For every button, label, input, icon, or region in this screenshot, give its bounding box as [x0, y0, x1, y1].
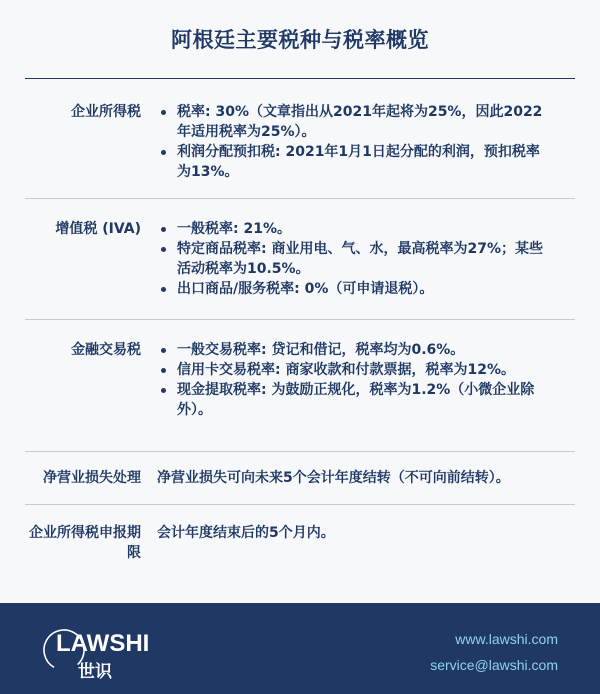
table-row-corporate-income-tax [25, 88, 575, 199]
footer [0, 603, 600, 694]
list-item: 信用卡交易税率: 商家收款和付款票据，税率为12%。 [177, 360, 575, 380]
lawshi-logo [42, 619, 182, 683]
bullet-list [157, 340, 575, 420]
row-content: 会计年度结束后的5个月内。 [157, 525, 335, 541]
website-link[interactable]: www.lawshi.com [455, 631, 558, 647]
logo-subtitle: 世识 [78, 662, 112, 682]
page-title: 阿根廷主要税种与税率概览 [171, 28, 429, 52]
list-item: 一般税率: 21%。 [177, 219, 575, 239]
table-row-filing-deadline [25, 505, 575, 585]
row-label: 企业所得税 [71, 104, 141, 120]
list-item: 一般交易税率: 贷记和借记，税率均为0.6%。 [177, 340, 575, 360]
bullet-list [157, 219, 575, 299]
row-label: 增值税 (IVA) [55, 221, 141, 237]
row-content [143, 340, 575, 420]
tax-table [25, 88, 575, 585]
row-label: 净营业损失处理 [43, 470, 141, 486]
table-row-net-operating-loss [25, 452, 575, 505]
title-divider [25, 78, 575, 79]
list-item: 税率: 30%（文章指出从2021年起将为25%，因此2022年适用税率为25%）。 [177, 102, 575, 142]
table-row-vat [25, 199, 575, 320]
logo-wordmark: LAWSHI [56, 630, 150, 657]
table-row-financial-transaction-tax [25, 320, 575, 452]
list-item: 特定商品税率: 商业用电、气、水，最高税率为27%；某些活动税率为10.5%。 [177, 239, 575, 279]
footer-contact [430, 626, 558, 678]
email-link[interactable]: service@lawshi.com [430, 657, 558, 673]
row-label: 企业所得税申报期限 [29, 525, 141, 561]
row-content: 净营业损失可向未来5个会计年度结转（不可向前结转）。 [157, 470, 510, 486]
list-item: 利润分配预扣税: 2021年1月1日起分配的利润，预扣税率为13%。 [177, 142, 575, 182]
list-item: 现金提取税率: 为鼓励正规化，税率为1.2%（小微企业除外）。 [177, 380, 575, 420]
row-content [143, 102, 575, 182]
row-label: 金融交易税 [71, 342, 141, 358]
bullet-list [157, 102, 575, 182]
row-content [143, 219, 575, 299]
list-item: 出口商品/服务税率: 0%（可申请退税）。 [177, 279, 575, 299]
